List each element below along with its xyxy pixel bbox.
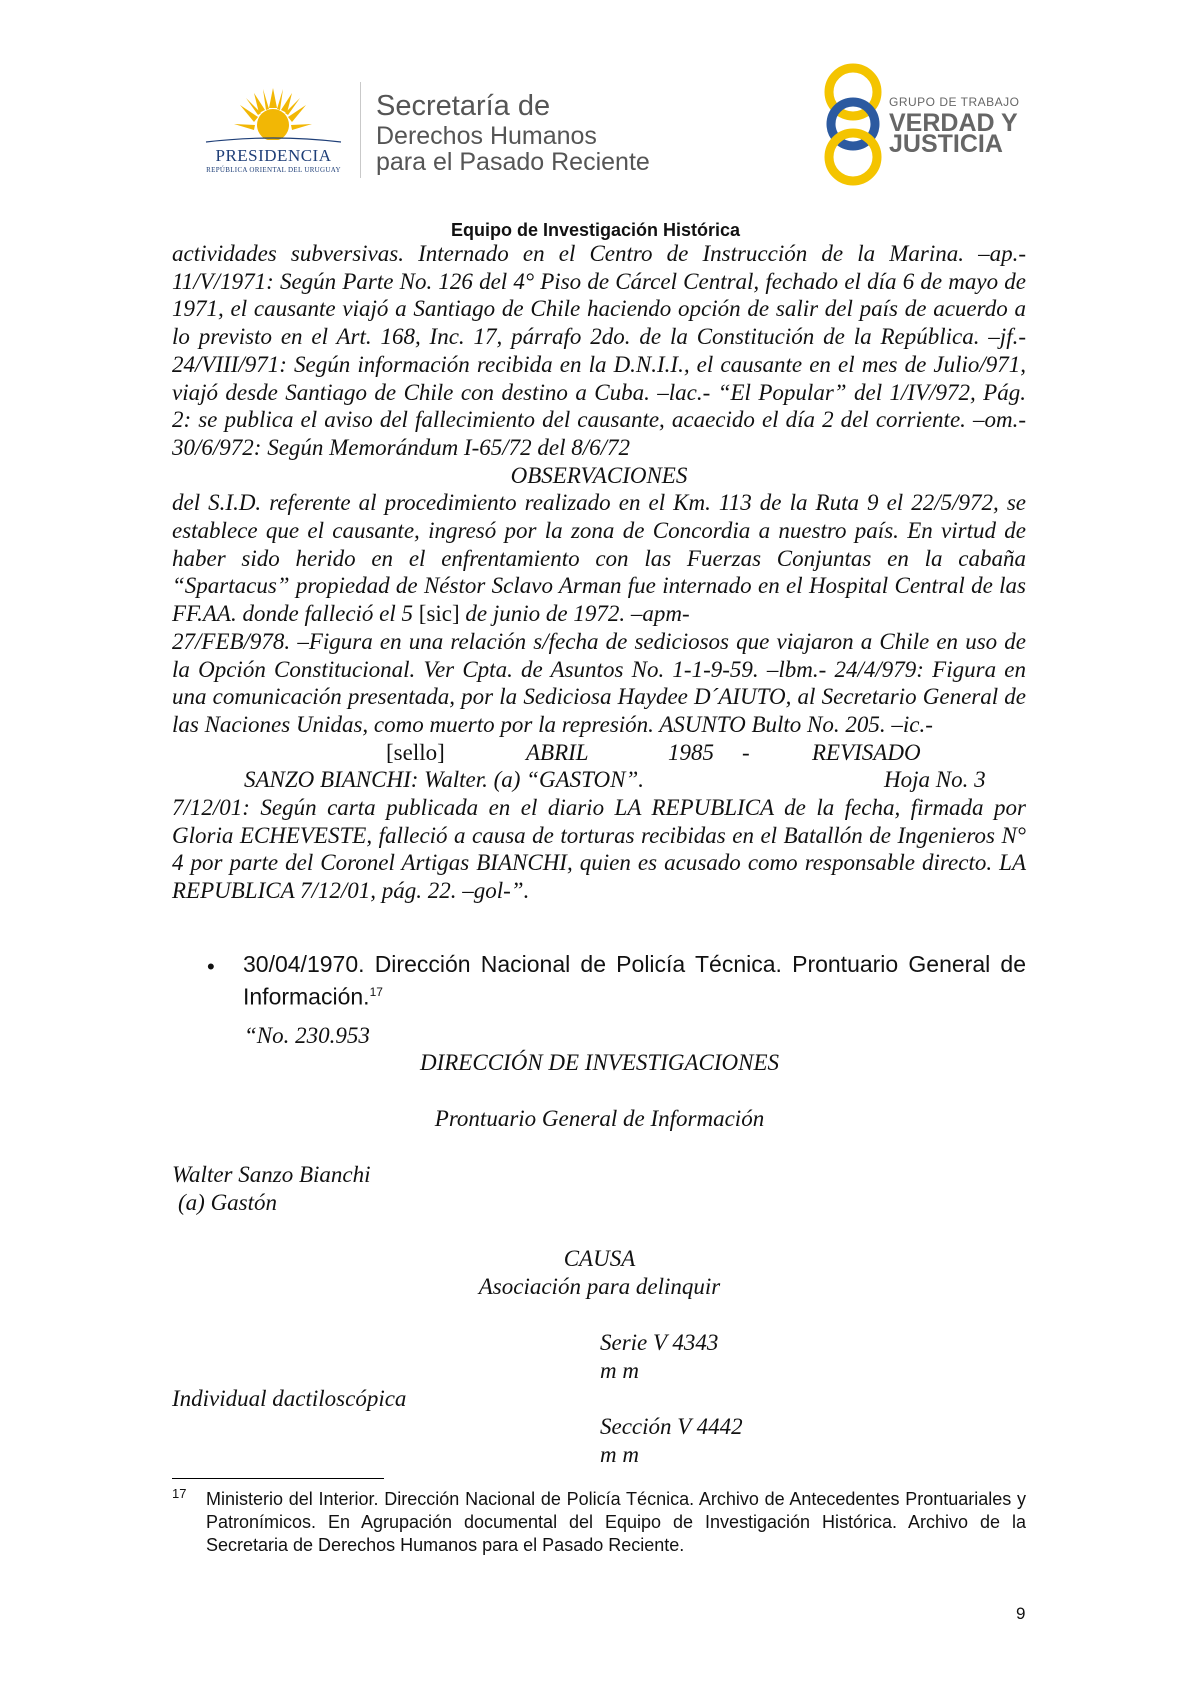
presidencia-wordmark: PRESIDENCIA: [215, 146, 332, 165]
hoja-number: Hoja No. 3: [884, 767, 986, 793]
paragraph-1: actividades subversivas. Internado en el Centro de Instrucción de la Marina. –ap.- 11/V/1971: Según Parte No. 126 del 4° Piso de Cárcel Central, fechado el día 6 de mayo de 1971, el causante viajó a Santiago de Chile haciendo opción de salir del país de acuerdo a lo previsto en el Art. 168, Inc. 17, párrafo 2do. de la Constitución de la República. –jf.- 24/VIII/971: Según información recibida en la D.N.I.I., el causante en el mes de Julio/971, viajó desde Santiago de Chile con destino a Cuba. –lac.- “El Popular” del 1/IV/972, Pág. 2: se publica el aviso del fallecimiento del causante, acaecido el día 2 del corriente. –om.- 30/6/972: Según Memorándum I-65/72 del 8/6/72: [172, 241, 1026, 460]
record-serie: Serie V 4343: [600, 1330, 719, 1355]
gvj-title-1: VERDAD Y: [889, 109, 1018, 137]
paragraph-2-part-a: del S.I.D. referente al procedimiento realizado en el Km. 113 de la Ruta 9 el 22/5/972, se establece que el causante, ingresó por la zona de Concordia a nuestro país. En virtud de haber sido herido en el enfrentamiento con las Fuerzas Conjuntas en la cabaña “Spartacus” propiedad de Néstor Sclavo Arman fue internado en el Hospital Central de las FF.AA. donde falleció el 5: [172, 490, 1026, 627]
record-prontuario: Prontuario General de Información: [434, 1106, 765, 1131]
paragraph-3: 27/FEB/978. –Figura en una relación s/fecha de sediciosos que viajaron a Chile en uso de la Opción Constitucional. Ver Cpta. de Asuntos No. 1-1-9-59. –lbm.- 24/4/979: Figura en una comunicación presentada, por la Sediciosa Haydee D´AIUTO, al Secretario General de las Naciones Unidas, como muerto por la represión. ASUNTO Bulto No. 205. –ic.-: [172, 628, 1026, 737]
bullet-item: [243, 950, 1026, 1011]
paragraph-4: 7/12/01: Según carta publicada en el diario LA REPUBLICA de la fecha, firmada por Gloria ECHEVESTE, falleció a causa de torturas recibidas en el Batallón de Ingenieros N° 4 por parte del Coronel Artigas BIANCHI, quien es acusado como responsable directo. LA REPUBLICA 7/12/01, pág. 22. –gol-”.: [172, 795, 1026, 904]
record-seccion-mm: m m: [600, 1442, 639, 1467]
record-subject-name: Walter Sanzo Bianchi: [172, 1162, 371, 1187]
footnote-number: 17: [172, 1486, 187, 1501]
record-number: “No. 230.953: [244, 1023, 370, 1048]
seal-year: 1985: [668, 739, 714, 765]
secretaria-line-2: Derechos Humanos: [376, 122, 597, 150]
gvj-title-2: JUSTICIA: [889, 130, 1003, 158]
sello-mark: [sello]: [386, 739, 445, 765]
team-title: Equipo de Investigación Histórica: [450, 220, 741, 240]
footnote-ref: 17: [369, 985, 383, 999]
record-causa-label: CAUSA: [563, 1246, 636, 1271]
secretaria-line-1: Secretaría de: [376, 90, 551, 122]
gvj-subtitle: GRUPO DE TRABAJO: [889, 95, 1020, 109]
chain-rings-icon: [815, 62, 895, 187]
bullet-text: 30/04/1970. Dirección Nacional de Policía Técnica. Prontuario General de Información.: [243, 951, 1026, 1010]
seal-month: ABRIL: [526, 739, 589, 765]
record-alias: (a) Gastón: [178, 1190, 278, 1215]
record-causa-value: Asociación para delinquir: [478, 1274, 721, 1299]
seal-line: [172, 739, 1026, 767]
document-body: [172, 240, 1026, 905]
record-serie-mm: m m: [600, 1358, 639, 1383]
observaciones-heading: OBSERVACIONES: [510, 462, 688, 488]
bullet-marker: •: [207, 954, 215, 979]
name-hoja-line: [172, 766, 1026, 794]
page-number: 9: [1016, 1604, 1026, 1623]
record-seccion: Sección V 4442: [600, 1414, 743, 1439]
header-divider: [360, 82, 361, 178]
secretaria-line-3: para el Pasado Reciente: [376, 148, 650, 176]
footnote-text: Ministerio del Interior. Dirección Nacional de Policía Técnica. Archivo de Antecedentes Prontuariales y Patronímicos. En Agrupación documental del Equipo de Investigación Histórica. Archivo de la Secretaria de Derechos Humanos para el Pasado Reciente.: [206, 1489, 1026, 1555]
subject-name-line: SANZO BIANCHI: Walter. (a) “GASTON”.: [244, 767, 644, 793]
seal-revisado: REVISADO: [812, 739, 921, 765]
record-direccion: DIRECCIÓN DE INVESTIGACIONES: [419, 1050, 780, 1075]
sic-mark: [sic]: [418, 601, 460, 627]
presidencia-subtitle: REPÚBLICA ORIENTAL DEL URUGUAY: [206, 166, 341, 174]
paragraph-2-part-b: de junio de 1972. –apm-: [459, 601, 690, 627]
seal-dash: -: [742, 739, 750, 765]
paragraph-2: [172, 489, 1026, 628]
footnote-rule: [172, 1478, 384, 1479]
record-individual: Individual dactiloscópica: [172, 1386, 407, 1411]
